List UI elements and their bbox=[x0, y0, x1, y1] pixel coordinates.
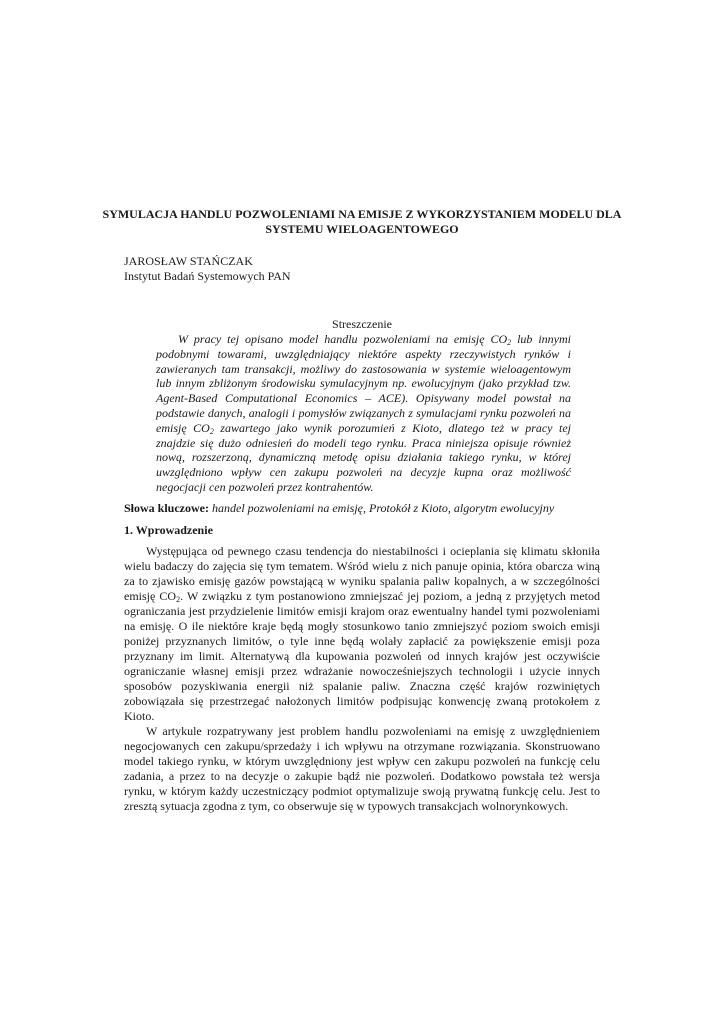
abstract-text-part: lub innymi podobnymi towarami, uwzględniający niektóre aspekty rzeczywistych rynków i zawieranych tam transakcji, możliwy do zastosowania w systemie wieloagentowym lub innym zbliżonym środowisku symulacyjnym np. ewolucyjnym (jako przykład tzw. Agent-Based Computational Economics – ACE). Opisywany model powstał na podstawie danych, analogii i pomysłów związanych z symulacjami rynku pozwoleń na emisję CO bbox=[156, 332, 571, 435]
abstract-text-part: zawartego jako wynik porozumień z Kioto, dlatego też w pracy tej znajdzie się dużo odniesień do modeli tego rynku. Praca niniejsza opisuje również nową, rozszerzoną, dynamiczną metodę opisu działania takiego rynku, w której uwzględniono wpływ cen zakupu pozwoleń na decyzje kupna oraz możliwość negocjacji cen pozwoleń przez kontrahentów. bbox=[156, 420, 571, 494]
abstract-text-part: W pracy tej opisano model handlu pozwoleniami na emisję CO bbox=[178, 332, 508, 346]
paragraph: W artykule rozpatrywany jest problem handlu pozwoleniami na emisję z uwzględnieniem negocjowanych cen zakupu/sprzedaży i ich wpływu na otrzymane rozwiązania. Skonstruowano model takiego rynku, w którym uwzględniony jest wpływ cen zakupu pozwoleń na funkcję celu zadania, a przez to na decyzje o zakupie bądź nie pozwoleń. Dodatkowo powstała też wersja rynku, w którym każdy uczestniczący podmiot optymalizuje swoją prywatną funkcję celu. Jest to zresztą sytuacja zgodna z tym, co obserwuje się w typowych transakcjach wolnorynkowych. bbox=[124, 724, 600, 813]
paper-title: SYMULACJA HANDLU POZWOLENIAMI NA EMISJE Z WYKORZYSTANIEM MODELU DLA SYSTEMU WIELOAGENTOWEGO bbox=[102, 207, 622, 236]
keywords-line bbox=[124, 501, 604, 515]
abstract-text bbox=[156, 332, 571, 495]
section-heading: 1. Wprowadzenie bbox=[124, 523, 213, 537]
abstract-heading: Streszczenie bbox=[332, 317, 392, 331]
keywords-label: Słowa kluczowe: bbox=[124, 501, 209, 515]
section-body bbox=[124, 544, 600, 814]
author-institution: Instytut Badań Systemowych PAN bbox=[124, 269, 291, 283]
paragraph-text: Występująca od pewnego czasu tendencja do niestabilności i ocieplania się klimatu skłoniła wielu badaczy do zajęcia się tym tematem. Wśród wielu z nich panuje opinia, która obarcza winą za to zjawisko emisję gazów powstającą w wyniku spalania paliw kopalnych, a w szczególności emisję CO bbox=[124, 544, 600, 603]
paragraph-text: . W związku z tym postanowiono zmniejszać jej poziom, a jedną z przyjętych metod ograniczania jest przydzielenie limitów emisji krajom oraz ewentualny handel tymi pozwoleniami na emisję. O ile niektóre kraje będą mogły stosunkowo tanio zmniejszyć poziom swoich emisji poniżej przyznanych limitów, o tyle inne będą wolały zapłacić za powiększenie emisji poza przyznany im limit. Alternatywą dla kupowania pozwoleń od innych krajów jest oczywiście ograniczanie własnej emisji przez wdrażanie nowocześniejszych technologii i użycie innych sposobów pozyskiwania energii niż spalanie paliw. Znaczna część krajów rozwiniętych zobowiązała się przestrzegać nałożonych limitów podpisując konwencję zwaną protokołem z Kioto. bbox=[124, 589, 601, 723]
paragraph bbox=[124, 544, 600, 724]
keywords-value: handel pozwoleniami na emisję, Protokół z Kioto, algorytm ewolucyjny bbox=[209, 501, 555, 515]
subscript: 2 bbox=[176, 595, 181, 604]
author-name: JAROSŁAW STAŃCZAK bbox=[124, 254, 253, 268]
subscript: 2 bbox=[507, 338, 512, 347]
subscript: 2 bbox=[209, 426, 214, 436]
